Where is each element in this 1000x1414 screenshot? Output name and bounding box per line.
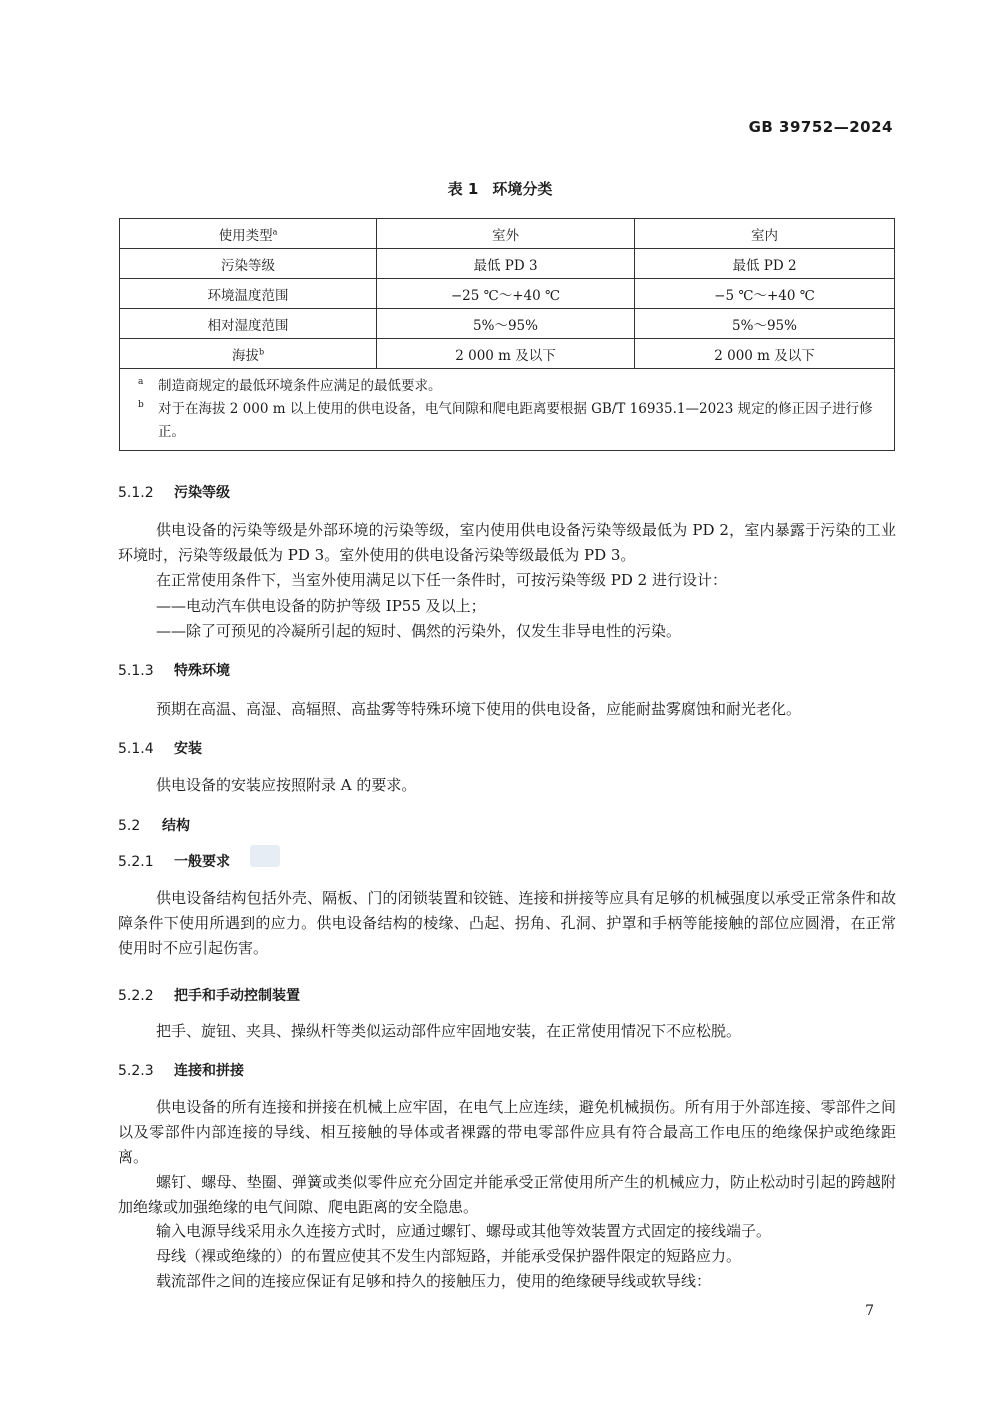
list-item: ——除了可预见的冷凝所引起的短时、偶然的污染外，仅发生非导电性的污染。 [156, 622, 682, 640]
table-header-row [120, 219, 895, 249]
outdoor-cell: 最低 PD 3 [377, 249, 635, 279]
section-heading-5-1-2: 5.1.2 污染等级 [118, 485, 230, 501]
paragraph: 输入电源导线采用永久连接方式时，应通过螺钉、螺母或其他等效装置方式固定的接线端子。 [156, 1222, 772, 1240]
section-heading-5-2-3: 5.2.3 连接和拼接 [118, 1063, 244, 1079]
table-row [120, 249, 895, 279]
table-row [120, 309, 895, 339]
table-header-cell: 使用类型$^a$ [120, 219, 377, 249]
indoor-cell: −5 ℃～+40 ℃ [635, 279, 895, 309]
outdoor-cell: 2 000 m 及以下 [377, 339, 635, 369]
paragraph: 供电设备的所有连接和拼接在机械上应牢固，在电气上应连续，避免机械损伤。所有用于外部连接、零部件之间以及零部件内部连接的导线、相互接触的导体或者裸露的带电零部件应具有符合最高工作电压的绝缘保护或绝缘距离。 [118, 1098, 896, 1166]
section-heading-5-1-3: 5.1.3 特殊环境 [118, 663, 230, 679]
table-header-cell: 室内 [635, 219, 895, 249]
table-note: a 制造商规定的最低环境条件应满足的最低要求。 [138, 377, 442, 394]
table-number: 表 1 [447, 180, 479, 198]
table-note: b 对于在海拔 2 000 m 以上使用的供电设备，电气间隙和爬电距离要根据 GB/T 16935.1—2023 规定的修正因子进行修正。 [138, 400, 873, 440]
section-heading-5-2: 5.2 结构 [118, 818, 190, 834]
indoor-cell: 5%～95% [635, 309, 895, 339]
table-row [120, 339, 895, 369]
list-item: ——电动汽车供电设备的防护等级 IP55 及以上； [156, 597, 486, 615]
table-row [120, 279, 895, 309]
paragraph: 载流部件之间的连接应保证有足够和持久的接触压力，使用的绝缘硬导线或软导线： [156, 1272, 712, 1290]
environment-classification-table [119, 218, 895, 451]
paragraph: 供电设备的污染等级是外部环境的污染等级，室内使用供电设备污染等级最低为 PD 2，室内暴露于污染的工业环境时，污染等级最低为 PD 3。室外使用的供电设备污染等级最低为 PD 3。 [118, 521, 896, 564]
section-heading-5-2-2: 5.2.2 把手和手动控制装置 [118, 988, 300, 1004]
section-heading-5-1-4: 5.1.4 安装 [118, 741, 202, 757]
page-number: 7 [865, 1303, 874, 1319]
standard-number: GB 39752—2024 [748, 118, 893, 136]
row-label: 环境温度范围 [120, 279, 377, 309]
paragraph: 螺钉、螺母、垫圈、弹簧或类似零件应充分固定并能承受正常使用所产生的机械应力，防止松动时引起的跨越附加绝缘或加强绝缘的电气间隙、爬电距离的安全隐患。 [118, 1173, 896, 1216]
watermark-logo [250, 845, 280, 867]
row-label: 海拔$^b$ [120, 339, 377, 369]
paragraph: 预期在高温、高湿、高辐照、高盐雾等特殊环境下使用的供电设备，应能耐盐雾腐蚀和耐光老化。 [156, 700, 802, 718]
paragraph: 母线（裸或绝缘的）的布置应使其不发生内部短路，并能承受保护器件限定的短路应力。 [156, 1247, 742, 1265]
table-notes [120, 369, 895, 451]
outdoor-cell: −25 ℃～+40 ℃ [377, 279, 635, 309]
table-notes-row [120, 369, 895, 451]
table-header-cell: 室外 [377, 219, 635, 249]
table-title: 环境分类 [492, 180, 553, 198]
paragraph: 供电设备结构包括外壳、隔板、门的闭锁装置和铰链、连接和拼接等应具有足够的机械强度以承受正常条件和故障条件下使用所遇到的应力。供电设备结构的棱缘、凸起、拐角、孔洞、护罩和手柄等能接触的部位应圆滑，在正常使用时不应引起伤害。 [118, 889, 896, 957]
row-label: 相对湿度范围 [120, 309, 377, 339]
paragraph: 把手、旋钮、夹具、操纵杆等类似运动部件应牢固地安装，在正常使用情况下不应松脱。 [156, 1022, 742, 1040]
section-heading-5-2-1: 5.2.1 一般要求 [118, 854, 230, 870]
paragraph: 供电设备的安装应按照附录 A 的要求。 [156, 776, 417, 794]
paragraph: 在正常使用条件下，当室外使用满足以下任一条件时，可按污染等级 PD 2 进行设计： [156, 571, 727, 589]
row-label: 污染等级 [120, 249, 377, 279]
outdoor-cell: 5%～95% [377, 309, 635, 339]
indoor-cell: 2 000 m 及以下 [635, 339, 895, 369]
indoor-cell: 最低 PD 2 [635, 249, 895, 279]
table-caption [0, 178, 1000, 199]
